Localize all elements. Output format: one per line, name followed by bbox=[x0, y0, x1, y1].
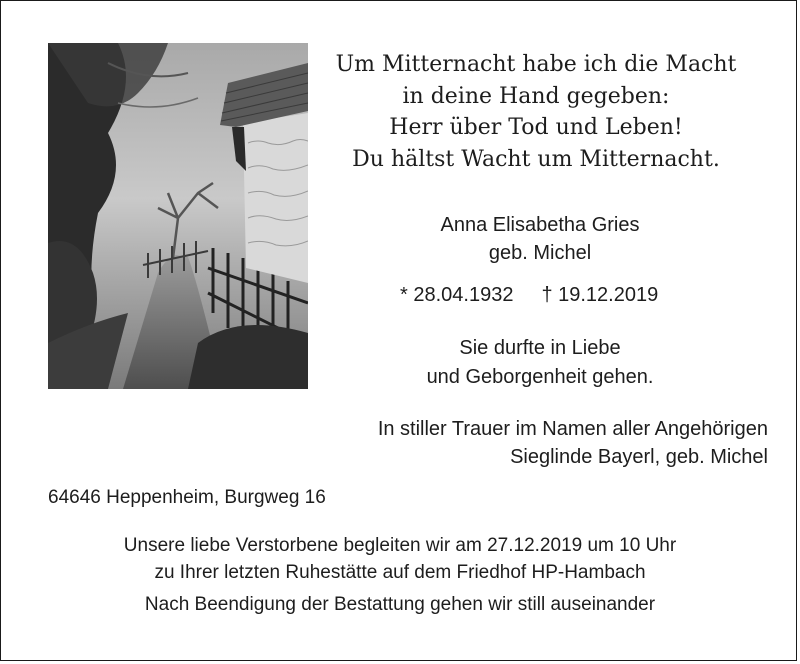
verse-line: Um Mitternacht habe ich die Macht bbox=[335, 52, 737, 77]
mourners-signature: Sieglinde Bayerl, geb. Michel bbox=[510, 446, 768, 468]
life-dates bbox=[400, 283, 658, 307]
birth-date: * 28.04.1932 bbox=[400, 284, 514, 306]
funeral-notice bbox=[0, 532, 800, 586]
motto bbox=[340, 334, 740, 392]
verse-line: in deine Hand gegeben: bbox=[402, 83, 670, 109]
verse bbox=[320, 49, 752, 175]
funeral-line: Unsere liebe Verstorbene begleiten wir am 27.12.2019 um 10 Uhr bbox=[123, 535, 677, 556]
deceased-name: Anna Elisabetha Gries bbox=[440, 214, 640, 236]
death-date: † 19.12.2019 bbox=[541, 284, 659, 306]
deceased-name-block bbox=[340, 211, 740, 267]
motto-line: Sie durfte in Liebe bbox=[459, 337, 621, 359]
verse-line: Du hältst Wacht um Mitternacht. bbox=[352, 146, 720, 172]
verse-line: Herr über Tod und Leben! bbox=[389, 115, 683, 140]
address: 64646 Heppenheim, Burgweg 16 bbox=[48, 487, 326, 508]
mourners-line: In stiller Trauer im Namen aller Angehörigen bbox=[377, 418, 768, 440]
deceased-maiden-name: geb. Michel bbox=[488, 242, 592, 264]
motto-line: und Geborgenheit gehen. bbox=[426, 366, 654, 388]
foggy-path-photo bbox=[48, 43, 308, 389]
farewell-note: Nach Beendigung der Bestattung gehen wir still auseinander bbox=[144, 594, 656, 615]
funeral-line: zu Ihrer letzten Ruhestätte auf dem Friedhof HP-Hambach bbox=[154, 562, 646, 583]
mourners bbox=[248, 415, 768, 471]
